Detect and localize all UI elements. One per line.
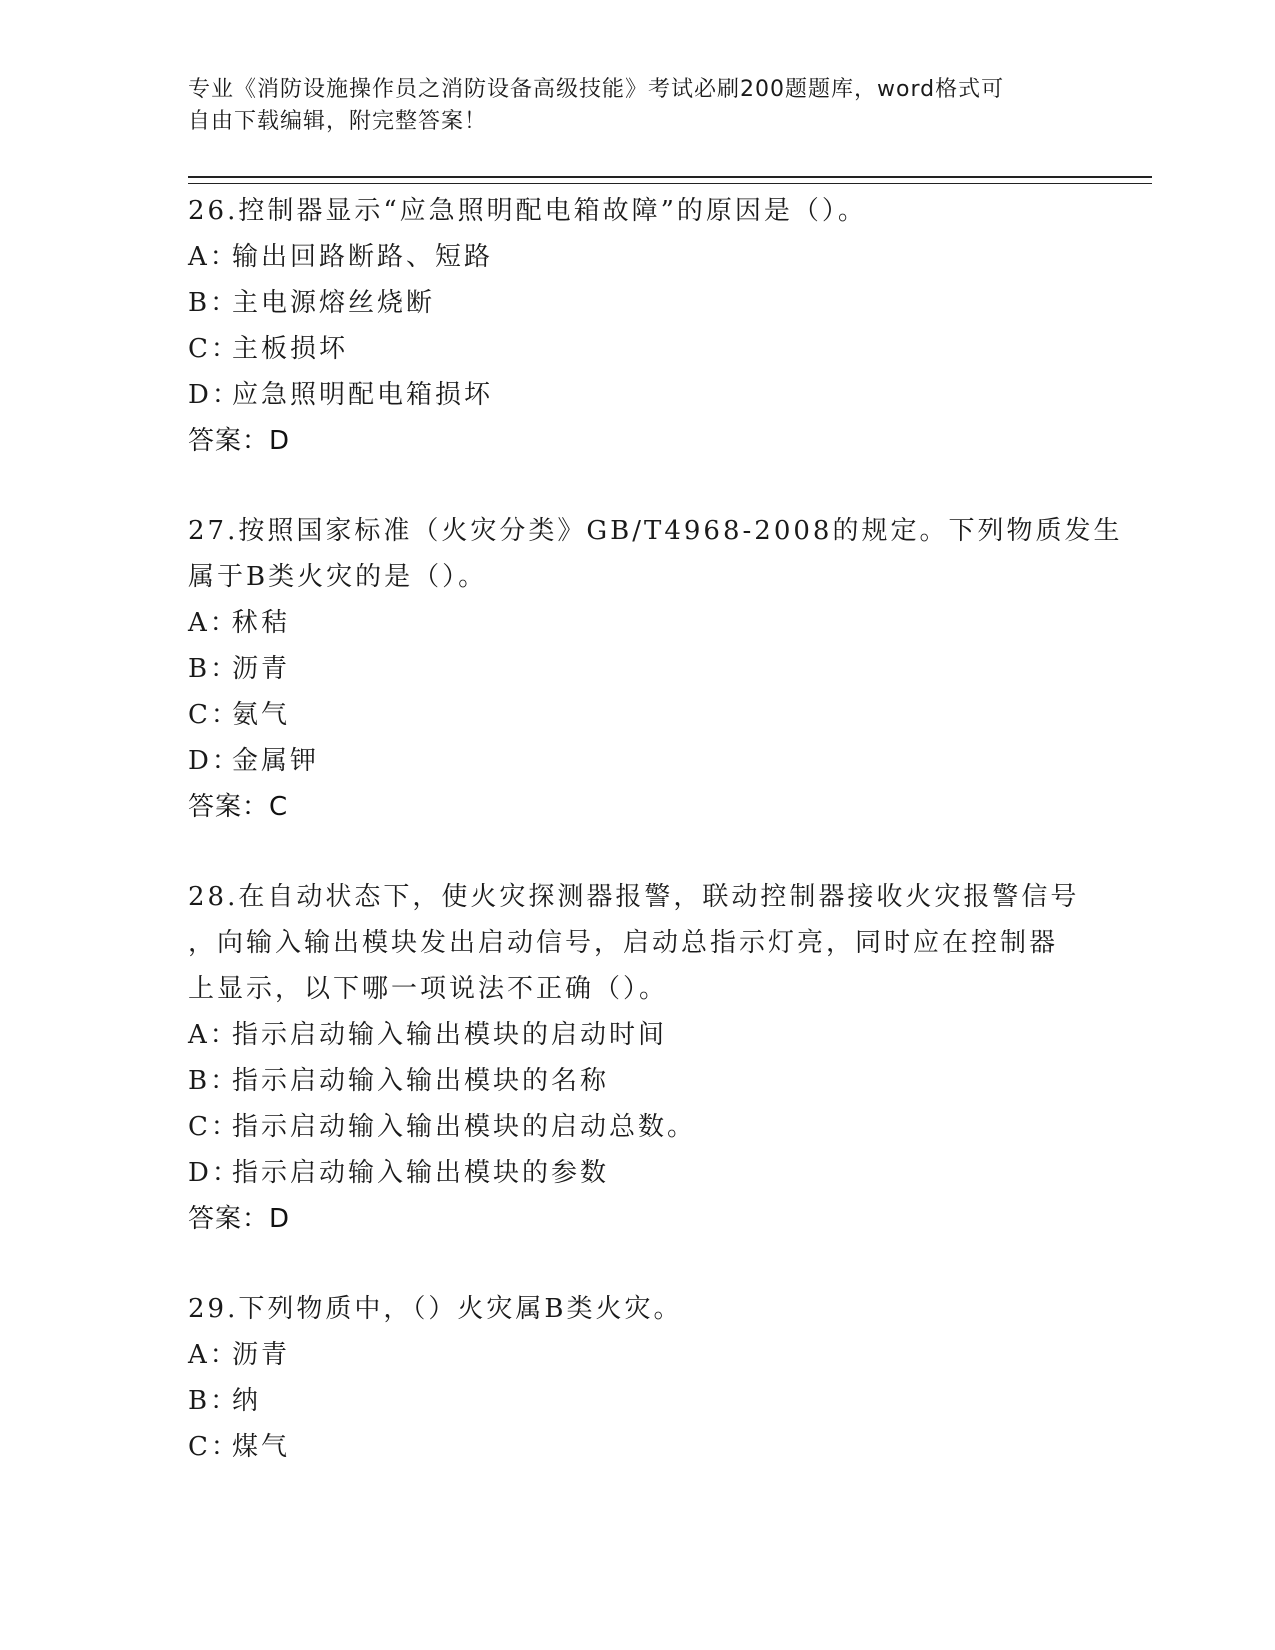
option-d — [188, 738, 1088, 784]
option-text: 煤气 — [232, 1432, 291, 1462]
question-26 — [188, 188, 1088, 464]
option-key: D： — [188, 1158, 241, 1188]
option-key: C： — [188, 1432, 240, 1462]
option-a — [188, 1332, 1088, 1378]
question-stem — [188, 508, 1123, 600]
option-b — [188, 1378, 1088, 1424]
stem-line: 属于B类火灾的是（）。 — [188, 562, 488, 592]
option-key: D： — [188, 746, 241, 776]
option-key: B： — [188, 654, 240, 684]
question-29 — [188, 1286, 1088, 1470]
option-text: 输出回路断路、短路 — [232, 242, 494, 272]
stem-line: 上显示，以下哪一项说法不正确（）。 — [188, 974, 669, 1004]
option-b — [188, 280, 1088, 326]
question-28 — [188, 874, 1088, 1242]
option-a — [188, 1012, 1088, 1058]
option-c — [188, 1104, 1088, 1150]
option-key: C： — [188, 1112, 240, 1142]
question-stem — [188, 188, 1088, 234]
option-key: A： — [188, 1340, 239, 1370]
option-text: 指示启动输入输出模块的启动总数。 — [232, 1112, 697, 1142]
option-d — [188, 1150, 1088, 1196]
stem-line: ，向输入输出模块发出启动信号，启动总指示灯亮，同时应在控制器 — [188, 928, 1059, 958]
option-b — [188, 1058, 1088, 1104]
stem-line: 29.下列物质中，（）火灾属B类火灾。 — [188, 1294, 683, 1324]
question-27 — [188, 508, 1123, 830]
option-key: B： — [188, 288, 240, 318]
header-divider-thin — [188, 183, 1152, 184]
option-a — [188, 600, 1088, 646]
option-a — [188, 234, 1088, 280]
option-text: 指示启动输入输出模块的启动时间 — [232, 1020, 668, 1050]
option-text: 秫秸 — [232, 608, 291, 638]
option-key: D： — [188, 380, 241, 410]
option-text: 指示启动输入输出模块的参数 — [232, 1158, 610, 1188]
option-key: A： — [188, 1020, 239, 1050]
answer-label: 答案：C — [188, 792, 289, 822]
option-b — [188, 646, 1088, 692]
option-key: C： — [188, 700, 240, 730]
option-c — [188, 326, 1088, 372]
option-text: 沥青 — [232, 654, 291, 684]
option-key: A： — [188, 242, 239, 272]
answer-label: 答案：D — [188, 426, 291, 456]
option-text: 纳 — [232, 1386, 262, 1416]
stem-line: 28.在自动状态下，使火灾探测器报警，联动控制器接收火灾报警信号 — [188, 882, 1080, 912]
option-c — [188, 692, 1088, 738]
answer-label: 答案：D — [188, 1204, 291, 1234]
option-text: 金属钾 — [232, 746, 320, 776]
option-key: C： — [188, 334, 240, 364]
option-text: 氨气 — [232, 700, 291, 730]
question-stem — [188, 1286, 1088, 1332]
header-line-2: 自由下载编辑，附完整答案！ — [188, 109, 488, 134]
option-key: B： — [188, 1066, 240, 1096]
question-stem — [188, 874, 1088, 1012]
option-text: 应急照明配电箱损坏 — [232, 380, 494, 410]
option-text: 指示启动输入输出模块的名称 — [232, 1066, 610, 1096]
option-key: B： — [188, 1386, 240, 1416]
question-list — [188, 188, 1123, 1514]
option-d — [188, 372, 1088, 418]
header-divider-thick — [188, 176, 1152, 178]
option-c — [188, 1424, 1088, 1470]
option-text: 主电源熔丝烧断 — [232, 288, 436, 318]
document-header — [188, 74, 1068, 138]
stem-line: 27.按照国家标准（火灾分类》GB/T4968-2008的规定。下列物质发生 — [188, 516, 1123, 546]
option-text: 主板损坏 — [232, 334, 349, 364]
option-text: 沥青 — [232, 1340, 291, 1370]
header-line-1: 专业《消防设施操作员之消防设备高级技能》考试必刷200题题库，word格式可 — [188, 77, 1005, 102]
stem-line: 26.控制器显示“应急照明配电箱故障”的原因是（）。 — [188, 196, 867, 226]
option-key: A： — [188, 608, 239, 638]
